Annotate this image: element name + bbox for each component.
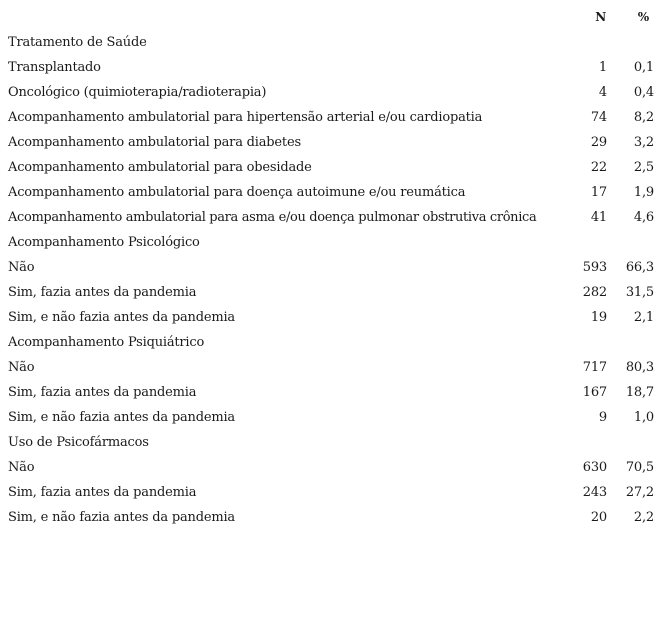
row-n: 717	[582, 360, 607, 375]
row-n: 593	[582, 260, 607, 275]
row-label: Uso de Psicofármacos	[8, 435, 149, 450]
row-percent: 2,5	[633, 160, 654, 175]
row-label: Acompanhamento ambulatorial para diabetes	[8, 135, 301, 150]
row-percent: 1,9	[633, 185, 654, 200]
row-label: Sim, fazia antes da pandemia	[8, 385, 197, 400]
row-label: Não	[8, 360, 35, 375]
section-heading-psiquiatrico	[0, 330, 661, 355]
row-percent: 0,4	[633, 85, 654, 100]
row-label: Sim, e não fazia antes da pandemia	[8, 310, 235, 325]
row-percent: 4,6	[633, 210, 654, 225]
table-row	[0, 405, 661, 430]
row-label: Sim, fazia antes da pandemia	[8, 285, 197, 300]
table-header	[0, 5, 661, 30]
row-label: Não	[8, 460, 35, 475]
row-n: 243	[582, 485, 607, 500]
row-percent: 3,2	[633, 135, 654, 150]
row-percent: 2,2	[633, 510, 654, 525]
row-label: Acompanhamento Psicológico	[8, 235, 200, 250]
row-percent: 1,0	[633, 410, 654, 425]
row-n: 9	[598, 410, 607, 425]
row-label: Acompanhamento ambulatorial para hipertensão arterial e/ou cardiopatia	[8, 110, 483, 125]
table-row	[0, 455, 661, 480]
row-label: Sim, e não fazia antes da pandemia	[8, 510, 235, 525]
table-row	[0, 80, 661, 105]
row-percent: 8,2	[633, 110, 654, 125]
row-n: 29	[590, 135, 607, 150]
table-row	[0, 180, 661, 205]
row-n: 282	[582, 285, 607, 300]
table-row	[0, 380, 661, 405]
row-percent: 0,1	[633, 60, 654, 75]
row-label: Transplantado	[8, 60, 101, 75]
row-label: Sim, fazia antes da pandemia	[8, 485, 197, 500]
table-row	[0, 55, 661, 80]
row-n: 4	[598, 85, 607, 100]
table-row	[0, 355, 661, 380]
table-row	[0, 280, 661, 305]
row-percent: 31,5	[625, 285, 654, 300]
row-n: 74	[590, 110, 607, 125]
row-n: 22	[590, 160, 607, 175]
row-percent: 2,1	[633, 310, 654, 325]
section-heading-psicofarmacos	[0, 430, 661, 455]
row-label: Oncológico (quimioterapia/radioterapia)	[8, 85, 267, 100]
row-label: Sim, e não fazia antes da pandemia	[8, 410, 235, 425]
row-label: Acompanhamento ambulatorial para doença autoimune e/ou reumática	[8, 185, 466, 200]
row-label: Não	[8, 260, 35, 275]
row-label: Acompanhamento ambulatorial para asma e/ou doença pulmonar obstrutiva crônica	[8, 210, 537, 225]
section-heading-tratamento	[0, 30, 661, 55]
row-label: Acompanhamento ambulatorial para obesidade	[8, 160, 312, 175]
row-n: 20	[590, 510, 607, 525]
row-percent: 27,2	[625, 485, 654, 500]
row-percent: 70,5	[625, 460, 654, 475]
row-n: 167	[582, 385, 607, 400]
row-n: 17	[590, 185, 607, 200]
row-percent: 66,3	[625, 260, 654, 275]
table-row	[0, 105, 661, 130]
table-row	[0, 205, 661, 230]
table-row	[0, 305, 661, 330]
column-header-percent: %	[637, 10, 649, 24]
column-header-n: N	[595, 10, 606, 24]
table-row	[0, 130, 661, 155]
section-heading-psicologico	[0, 230, 661, 255]
row-n: 19	[590, 310, 607, 325]
row-n: 41	[590, 210, 607, 225]
row-percent: 80,3	[625, 360, 654, 375]
table-row	[0, 155, 661, 180]
row-n: 630	[582, 460, 607, 475]
row-n: 1	[598, 60, 607, 75]
table-row	[0, 480, 661, 505]
row-label: Acompanhamento Psiquiátrico	[8, 335, 205, 350]
table-row	[0, 255, 661, 280]
row-percent: 18,7	[625, 385, 654, 400]
row-label: Tratamento de Saúde	[8, 35, 147, 50]
table-row	[0, 505, 661, 530]
